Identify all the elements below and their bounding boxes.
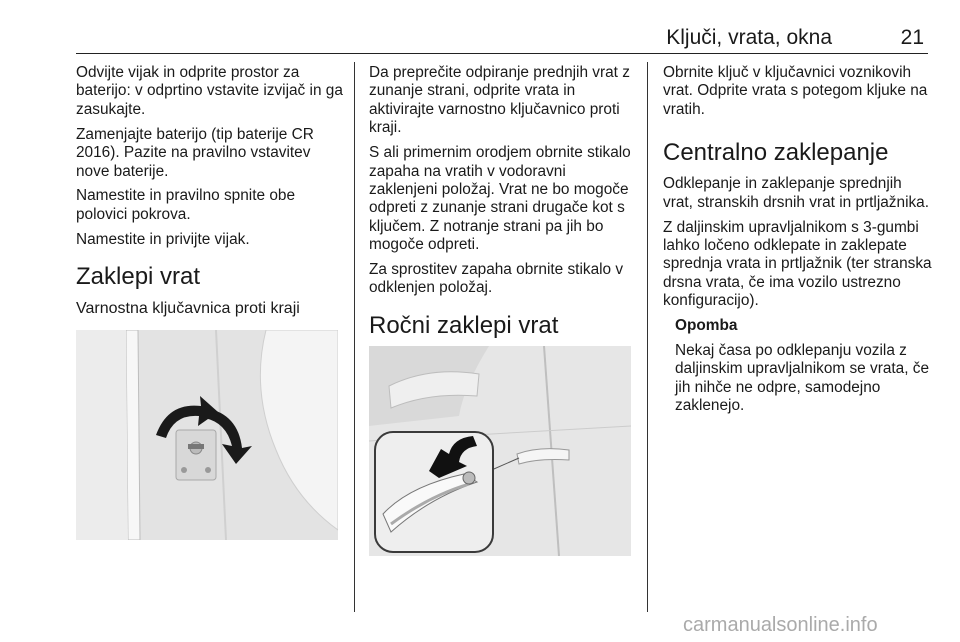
- column-2: [369, 64, 637, 348]
- subheading-anti-theft-lock: Varnostna ključavnica proti kraji: [76, 300, 300, 318]
- section-heading-door-locks: Zaklepi vrat: [76, 263, 201, 291]
- note-title: Opomba: [675, 317, 738, 335]
- battery-step-3: Namestite in pravilno spnite obe polovici pokrova.: [76, 187, 296, 223]
- page-title: Ključi, vrata, okna: [666, 26, 832, 49]
- column-1: [76, 64, 346, 327]
- page-number: 21: [900, 26, 924, 49]
- battery-step-4: Namestite in privijte vijak.: [76, 230, 250, 248]
- anti-theft-step-2: S ali primernim orodjem obrnite stikalo zapaha na vratih v vodoravni zaklenjeni položaj. Vrat ne bo mogoče odpreti z zunanje strani drugače kot s ključem. Z notranje strani pa jih bo mogoče odpreti.: [369, 144, 631, 254]
- anti-theft-step-1: Da preprečite odpiranje prednjih vrat z zunanje strani, odprite vrata in aktivirajte varnostno ključavnico proti kraji.: [369, 64, 630, 137]
- battery-step-1: Odvijte vijak in odprite prostor za baterijo: v odprtino vstavite izvijač in ga zasukajte.: [76, 64, 343, 118]
- section-heading-central-locking: Centralno zaklepanje: [663, 139, 889, 167]
- page-header: [76, 22, 928, 52]
- anti-theft-step-3: Za sprostitev zapaha obrnite stikalo v odklenjen položaj.: [369, 261, 624, 297]
- column-divider-1: [354, 62, 355, 612]
- column-3: [663, 64, 935, 422]
- note-box: [675, 317, 935, 416]
- watermark: carmanualsonline.info: [683, 614, 878, 636]
- header-divider: [76, 53, 928, 54]
- section-heading-manual-locks: Ročni zaklepi vrat: [369, 311, 559, 339]
- manual-lock-step: Obrnite ključ v ključavnici voznikovih vrat. Odprite vrata s potegom kljuke na vratih.: [663, 64, 928, 118]
- central-locking-desc-2: Z daljinskim upravljalnikom s 3-gumbi lahko ločeno odklepate in zaklepate sprednja vrata in prtljažnik (ter stranska drsna vrata, če ima vozilo ustrezno konfiguracijo).: [663, 218, 932, 310]
- door-handle-illustration: [369, 346, 631, 556]
- door-handle-drawing: [369, 346, 631, 556]
- central-locking-desc-1: Odklepanje in zaklepanje sprednjih vrat, stranskih drsnih vrat in prtljažnika.: [663, 175, 930, 211]
- door-latch-illustration: [76, 330, 338, 540]
- note-text: Nekaj časa po odklepanju vozila z daljinskim upravljalnikom se vrata, če jih nihče ne odpre, samodejno zaklenejo.: [675, 341, 930, 415]
- battery-step-2: Zamenjajte baterijo (tip baterije CR 2016). Pazite na pravilno vstavitev nove baterije.: [76, 125, 314, 180]
- column-divider-2: [647, 62, 648, 612]
- door-latch-drawing: [76, 330, 338, 540]
